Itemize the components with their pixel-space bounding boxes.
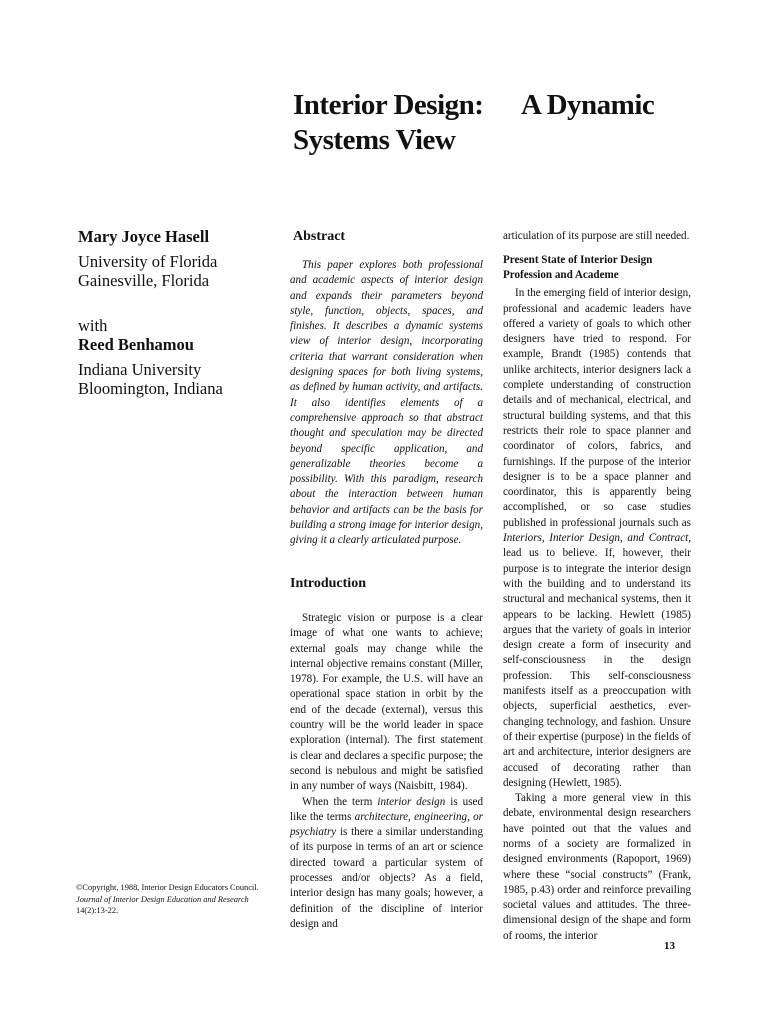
title-line-1b: A Dynamic [521, 89, 655, 121]
introduction-body [290, 611, 483, 932]
intro-p2-start: When the term [302, 795, 378, 808]
introduction-paragraph-2 [290, 795, 483, 933]
copyright-notice [76, 882, 272, 917]
author-2-affiliation-2: Bloomington, Indiana [78, 379, 223, 398]
intro-p2-term-1: interior design [377, 795, 446, 808]
copyright-line: ©Copyright, 1988, Interior Design Educators Council. [76, 883, 259, 892]
author-1-affiliation-1: University of Florida [78, 252, 218, 271]
ps-p1-journals: Interiors, Interior Design, and Contract, [503, 532, 691, 545]
introduction-paragraph-1: Strategic vision or purpose is a clear image of what one wants to achieve; external goals may change while the internal objective remains constant (Miller, 1978). For example, the U.S. will have an operational space station in orbit by the end of the decade (external), versus this country will be the world leader in space exploration (internal). The first statement is clear and declares a specific purpose; the second is nebulous and might be satisfied in any number of ways (Naisbitt, 1984). [290, 612, 483, 793]
intro-p2-term-2: architecture, engineering, or psychiatry [290, 810, 483, 839]
author-2-affiliation-1: Indiana University [78, 360, 202, 379]
ps-p1-start: In the emerging field of interior design, professional and academic leaders have offered a variety of goals to which other designers have tried to respond. For example, Brandt (1985) contends that unlike architects, interior designers lack a complete understanding of construction details and of mechanical, electrical, and structural building systems, and that this restricts their role to space planner and coordinator of colors, fabrics, and furnishings. If the purpose of the interior designer is to be a space planner and coordinator, this is apparently being accomplished, or so case studies published in professional journals such as [503, 287, 691, 529]
abstract-text: This paper explores both professional and academic aspects of interior design and expands their parameters beyond style, function, objects, spaces, and finishes. It describes a dynamic systems view of interior design, incorporating criteria that warrant consideration when designing spaces for both living systems, as defined by human activity, and artifacts. It also identifies elements of a comprehensive approach so that abstract thought and speculation may be directed beyond specific application, and generalizable theories become a possibility. With this paradigm, research about the interaction between human behavior and artifacts can be the basis for building a strong image for interior design, giving it a clearly articulated purpose. [290, 259, 483, 547]
right-column [503, 229, 691, 944]
intro-p2-end: is there a similar understanding of its purpose in terms of an art or science directed toward a particular system of processes and/or objects? As a field, interior design has many goals; however, a definition of the discipline of interior design and [290, 826, 483, 930]
author-1-affiliation-2: Gainesville, Florida [78, 271, 210, 290]
title-line-1 [293, 88, 713, 123]
author-1-name: Mary Joyce Hasell [78, 227, 210, 246]
section-heading-present-state: Present State of Interior Design Profession and Academe [503, 254, 653, 281]
journal-citation: 14(2):13-22. [76, 906, 119, 915]
continuation-text: articulation of its purpose are still needed. [503, 230, 690, 242]
abstract-heading: Abstract [293, 229, 346, 244]
author-block [78, 227, 268, 398]
paper-title [293, 88, 713, 158]
title-line-2: Systems View [293, 124, 456, 156]
with-label: with [78, 316, 108, 335]
present-state-paragraph-1 [503, 286, 691, 791]
present-state-paragraph-2: Taking a more general view in this debate, environmental design researchers have pointed out that the values and norms of a society are formalized in designed environments (Rapoport, 1969) where these “social constructs” (Frank, 1985, p.43) order and reinforce prevailing societal values and attitudes. The three-dimensional design of the shape and form of rooms, the interior [503, 792, 691, 942]
journal-name: Journal of Interior Design Education and Research [76, 894, 249, 904]
ps-p1-end: lead us to believe. If, however, their purpose is to integrate the interior design with the building and to understand its structural and mechanical systems, then it appears to be lacking. Hewlett (1985) argues that the variety of goals in interior design create a form of insecurity and self-consciousness in the design profession. This self-consciousness manifests itself as a preoccupation with objects, superficial aesthetics, ever-changing technology, and fashion. Unsure of their expertise (purpose) in the fields of art and architecture, interior designers are accused of decorating rather than designing (Hewlett, 1985). [503, 547, 691, 789]
intro-p2-mid: is used like the terms [290, 795, 484, 823]
author-2-name: Reed Benhamou [78, 335, 194, 354]
abstract-body [290, 258, 483, 549]
page-number: 13 [664, 940, 675, 952]
introduction-heading: Introduction [290, 576, 366, 591]
title-line-1a: Interior Design: [293, 89, 484, 121]
